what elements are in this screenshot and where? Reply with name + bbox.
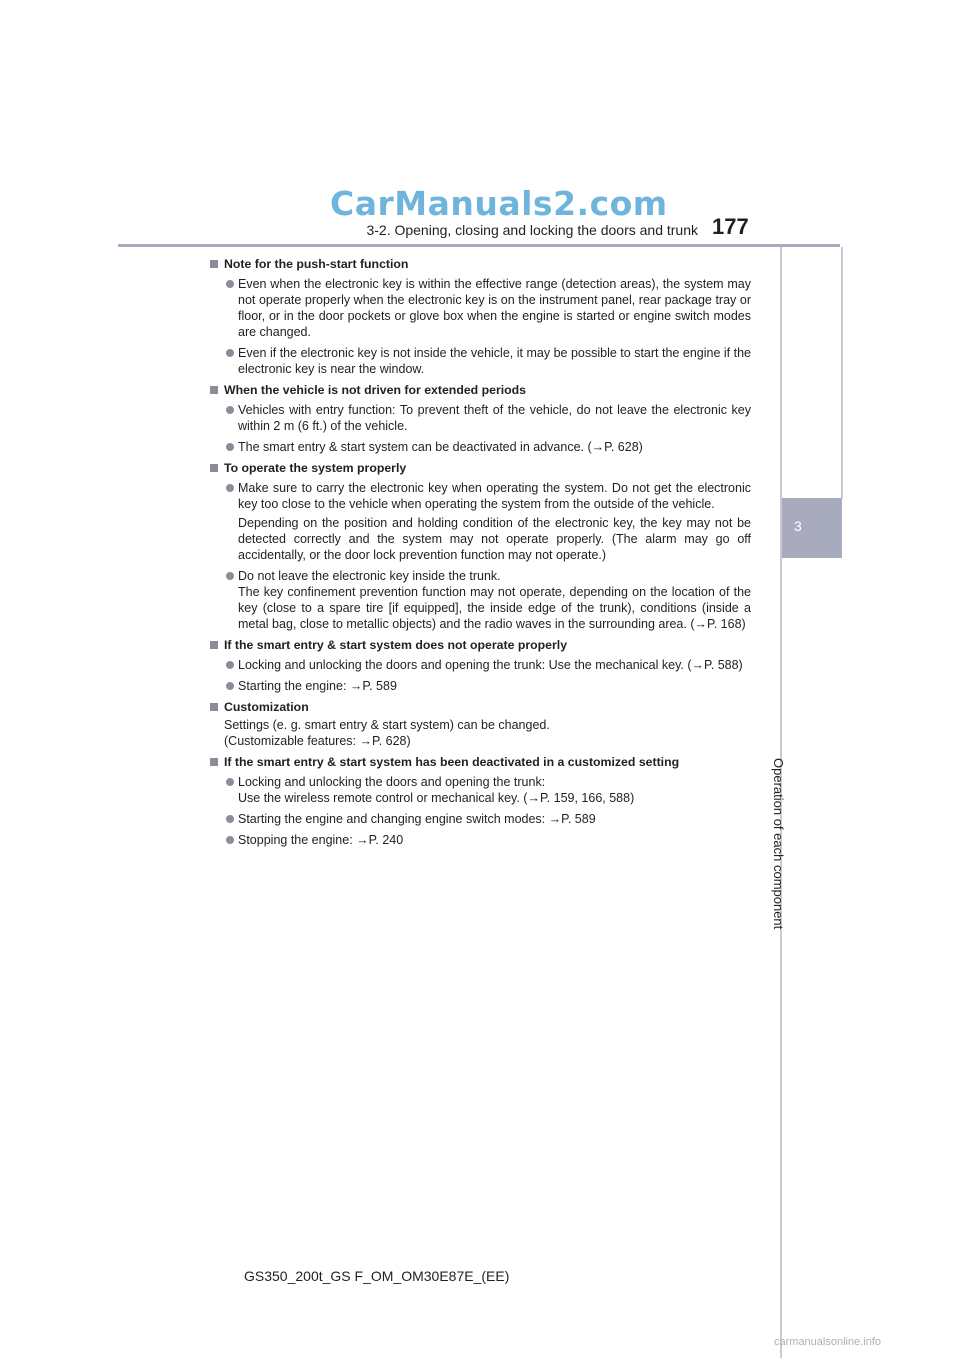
- section-header-title: 3-2. Opening, closing and locking the doors and trunk: [366, 222, 698, 238]
- square-bullet-icon: [210, 703, 218, 711]
- watermark-logo: CarManuals2.com: [330, 184, 668, 223]
- circle-bullet-icon: [226, 661, 234, 669]
- section-heading: [210, 637, 751, 653]
- list-item: [210, 832, 751, 848]
- list-item-text: Stopping the engine: →P. 240: [238, 833, 404, 847]
- square-bullet-icon: [210, 260, 218, 268]
- list-item-text: Locking and unlocking the doors and opening the trunk:: [238, 775, 546, 789]
- page-number: 177: [712, 214, 749, 239]
- circle-bullet-icon: [226, 682, 234, 690]
- header-rule: [118, 244, 840, 247]
- list-item-text: Do not leave the electronic key inside the trunk.: [238, 569, 501, 583]
- paragraph: [210, 717, 751, 749]
- circle-bullet-icon: [226, 572, 234, 580]
- watermark-bottom: carmanualsonline.info: [774, 1336, 882, 1348]
- heading-text: When the vehicle is not driven for extended periods: [224, 383, 527, 397]
- list-item-text: Even if the electronic key is not inside the vehicle, it may be possible to start the engine if the electronic key is near the window.: [238, 346, 751, 376]
- list-item-text: Starting the engine and changing engine switch modes: →P. 589: [238, 812, 596, 826]
- list-item: [210, 811, 751, 827]
- list-item: [210, 402, 751, 434]
- list-item: [210, 276, 751, 340]
- circle-bullet-icon: [226, 349, 234, 357]
- section-heading: [210, 754, 751, 770]
- circle-bullet-icon: [226, 443, 234, 451]
- chapter-tab: [782, 498, 842, 558]
- paragraph: Depending on the position and holding condition of the electronic key, the key may not be detected correctly and the system may not operate properly. (The alarm may go off accidentally, or the door lock prevention function may not operate.): [238, 516, 751, 562]
- chapter-number: 3: [794, 518, 802, 534]
- section-heading: [210, 460, 751, 476]
- list-item: [210, 568, 751, 632]
- paragraph-line: Settings (e. g. smart entry & start system) can be changed.: [224, 718, 550, 732]
- square-bullet-icon: [210, 464, 218, 472]
- paragraph-line: (Customizable features: →P. 628): [224, 734, 411, 748]
- heading-text: Customization: [224, 700, 309, 714]
- list-item: [210, 657, 751, 673]
- heading-text: To operate the system properly: [224, 461, 407, 475]
- list-item-text: Locking and unlocking the doors and opening the trunk: Use the mechanical key. (→P. 588): [238, 658, 743, 672]
- section-heading: [210, 256, 751, 272]
- chapter-label: Operation of each component: [771, 758, 786, 930]
- list-item-text: Make sure to carry the electronic key when operating the system. Do not get the electronic key too close to the vehicle when operating the system from the outside of the vehicle.: [238, 481, 751, 511]
- list-item: [210, 678, 751, 694]
- heading-text: If the smart entry & start system has been deactivated in a customized setting: [224, 755, 680, 769]
- side-rule-right: [841, 247, 843, 499]
- list-item-text: Vehicles with entry function: To prevent theft of the vehicle, do not leave the electronic key within 2 m (6 ft.) of the vehicle.: [238, 403, 751, 433]
- list-item: [210, 480, 751, 512]
- page-content: [210, 256, 751, 853]
- list-item-text: Use the wireless remote control or mechanical key. (→P. 159, 166, 588): [238, 791, 635, 805]
- heading-text: Note for the push-start function: [224, 257, 409, 271]
- circle-bullet-icon: [226, 815, 234, 823]
- section-heading: [210, 699, 751, 715]
- circle-bullet-icon: [226, 484, 234, 492]
- list-item-text: Starting the engine: →P. 589: [238, 679, 397, 693]
- list-item: [210, 439, 751, 455]
- heading-text: If the smart entry & start system does not operate properly: [224, 638, 568, 652]
- square-bullet-icon: [210, 758, 218, 766]
- section-heading: [210, 382, 751, 398]
- square-bullet-icon: [210, 641, 218, 649]
- circle-bullet-icon: [226, 836, 234, 844]
- list-item-text: Even when the electronic key is within the effective range (detection areas), the system may not operate properly when the electronic key is on the instrument panel, rear package tray or floor, or in the door pockets or glove box when the engine is started or engine switch modes are changed.: [238, 277, 751, 339]
- list-item-text: The smart entry & start system can be deactivated in advance. (→P. 628): [238, 440, 643, 454]
- circle-bullet-icon: [226, 778, 234, 786]
- list-item-text: The key confinement prevention function may not operate, depending on the location of the key (close to a spare tire [if equipped], the inside edge of the trunk), conditions (inside a metal bag, close to metallic objects) and the radio waves in the surrounding area. (→P. 168): [238, 585, 751, 631]
- list-item: [210, 345, 751, 377]
- circle-bullet-icon: [226, 280, 234, 288]
- circle-bullet-icon: [226, 406, 234, 414]
- square-bullet-icon: [210, 386, 218, 394]
- document-code-footer: GS350_200t_GS F_OM_OM30E87E_(EE): [244, 1268, 510, 1284]
- list-item: [210, 774, 751, 806]
